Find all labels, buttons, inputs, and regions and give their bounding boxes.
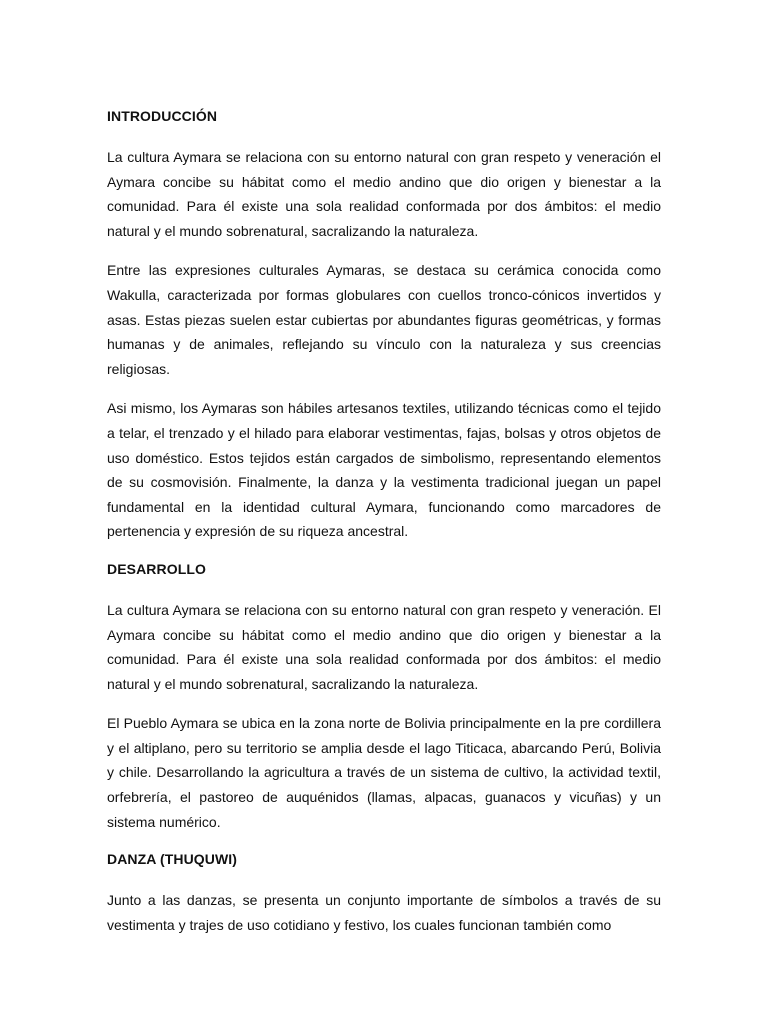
- paragraph: La cultura Aymara se relaciona con su entorno natural con gran respeto y veneración. El Aymara concibe su hábitat como el medio andino que dio origen y bienestar a la comunidad. Para él existe una sola realidad conformada por dos ámbitos: el medio natural y el mundo sobrenatural, sacralizando la naturaleza.: [107, 601, 661, 692]
- section-heading-introduccion: INTRODUCCIÓN: [107, 108, 218, 124]
- paragraph: La cultura Aymara se relaciona con su entorno natural con gran respeto y veneración el Aymara concibe su hábitat como el medio andino que dio origen y bienestar a la comunidad. Para él existe una sola realidad conformada por dos ámbitos: el medio natural y el mundo sobrenatural, sacralizando la naturaleza.: [107, 149, 661, 239]
- paragraph: Junto a las danzas, se presenta un conjunto importante de símbolos a través de su vestimenta y trajes de uso cotidiano y festivo, los cuales funcionan también como: [107, 892, 661, 933]
- section-heading-danza: DANZA (THUQUWI): [107, 851, 238, 868]
- section-heading-desarrollo: DESARROLLO: [107, 560, 206, 577]
- document-body: [107, 106, 661, 952]
- paragraph: El Pueblo Aymara se ubica en la zona norte de Bolivia principalmente en la pre cordillera y el altiplano, pero su territorio se amplia desde el lago Titicaca, abarcando Perú, Bolivia y chile. Desarrollando la agricultura a través de un sistema de cultivo, la actividad textil, orfebrería, el pastoreo de auquénidos (llamas, alpacas, guanacos y vicuñas) y un sistema numérico.: [107, 715, 661, 830]
- paragraph: Asi mismo, los Aymaras son hábiles artesanos textiles, utilizando técnicas como el tejido a telar, el trenzado y el hilado para elaborar vestimentas, fajas, bolsas y otros objetos de uso doméstico. Estos tejidos están cargados de simbolismo, representando elementos de su cosmovisión. Finalmente, la danza y la vestimenta tradicional juegan un papel fundamental en la identidad cultural Aymara, funcionando como marcadores de pertenencia y expresión de su riqueza ancestral.: [107, 400, 661, 540]
- paragraph: Entre las expresiones culturales Aymaras, se destaca su cerámica conocida como Wakulla, caracterizada por formas globulares con cuellos tronco-cónicos invertidos y asas. Estas piezas suelen estar cubiertas por abundantes figuras geométricas, y formas humanas y de animales, reflejando su vínculo con la naturaleza y sus creencias religiosas.: [107, 262, 661, 377]
